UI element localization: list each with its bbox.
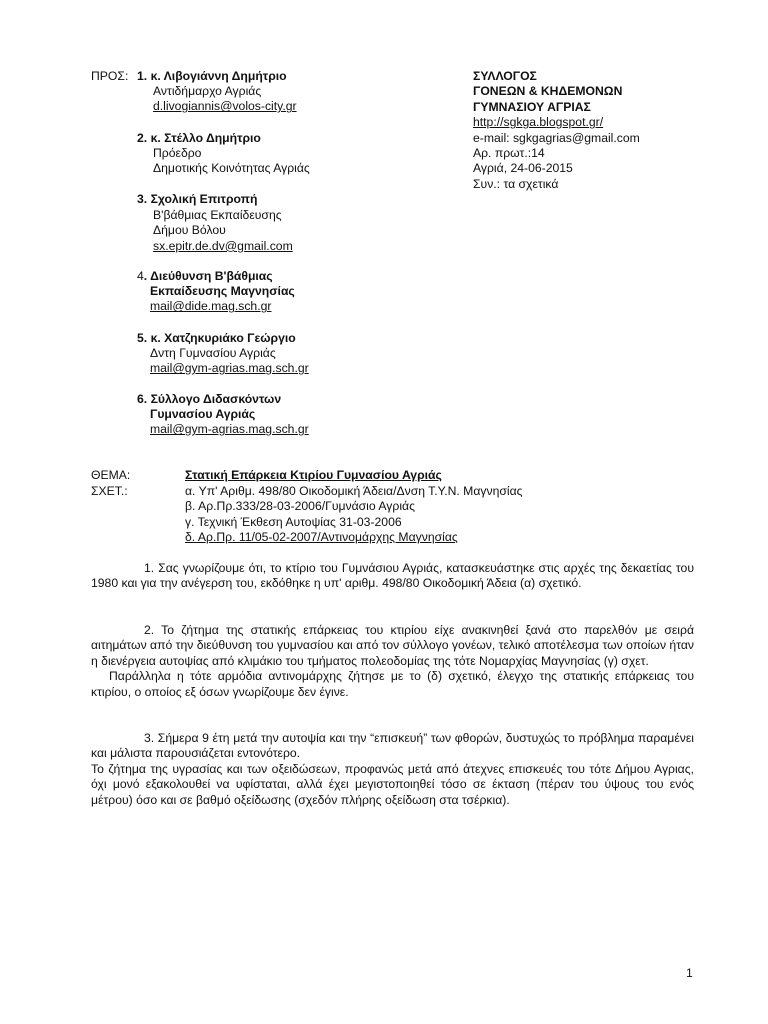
sender-title: ΓΟΝΕΩΝ & ΚΗΔΕΜΟΝΩΝ bbox=[473, 84, 623, 99]
reference-item: α. Υπ' Αριθμ. 498/80 Οικοδομική Άδεια/Δνση Τ.Υ.Ν. Μαγνησίας bbox=[185, 484, 523, 498]
recipient-email-link[interactable]: mail@gym-agrias.mag.sch.gr bbox=[150, 361, 309, 376]
recipient-1-details bbox=[153, 84, 297, 115]
recipient-number: 5. bbox=[137, 331, 151, 345]
recipient-2-details bbox=[153, 146, 310, 177]
paragraph-3 bbox=[91, 731, 694, 808]
recipient-6 bbox=[137, 392, 281, 407]
protocol-number: Αρ. πρωτ.:14 bbox=[473, 146, 545, 161]
recipient-name: Γυμνασίου Αγριάς bbox=[150, 407, 256, 421]
recipient-name: Εκπαίδευσης Μαγνησίας bbox=[150, 284, 295, 298]
sender-email: e-mail: sgkgagrias@gmail.com bbox=[473, 130, 640, 145]
recipient-number: 4 bbox=[137, 269, 144, 283]
to-label: ΠΡΟΣ: bbox=[91, 69, 129, 83]
recipient-role: Δημοτικής Κοινότητας Αγριάς bbox=[153, 161, 310, 176]
paragraph-text: 3. Σήμερα 9 έτη μετά την αυτοψία και την “επισκευή” των φθορών, δυστυχώς το πρόβλημα παραμένει και μάλιστα παρουσιάζεται εντονότερο. bbox=[91, 731, 694, 761]
recipient-name: . Διεύθυνση Β'βάθμιας bbox=[143, 269, 273, 283]
recipient-number: 1. bbox=[137, 69, 151, 83]
paragraph-text: 1. Σας γνωρίζουμε ότι, το κτίριο του Γυμνάσιου Αγριάς, κατασκευάστηκε στις αρχές της δεκαετίας του 1980 και για την ανέγερση του, εκδόθηκε η υπ' αριθμ. 498/80 Οικοδομική Άδεια (α) σχετικό. bbox=[91, 561, 694, 591]
recipient-role: Αντιδήμαρχο Αγριάς bbox=[153, 84, 262, 98]
recipient-5 bbox=[137, 331, 296, 346]
paragraph-text: 2. Το ζήτημα της στατικής επάρκειας του κτιρίου είχε ανακινηθεί ξανά στο παρελθόν με σειρά αιτημάτων από την διεύθυνση του γυμνασίου και από τον σύλλογο γονέων, τελικό αποτέλεσμα των οποίων ήταν η διενέργεια αυτοψίας από κλιμάκιο του τμήματος πολεοδομίας της τότε Νομαρχίας Μαγνησίας (γ) σχετ. bbox=[91, 623, 694, 668]
sender-title: ΣΥΛΛΟΓΟΣ bbox=[473, 69, 537, 83]
reference-item: β. Αρ.Πρ.333/28-03-2006/Γυμνάσιο Αγριάς bbox=[185, 499, 415, 514]
recipient-role: Πρόεδρο bbox=[153, 146, 202, 160]
paragraph-text: Το ζήτημα της υγρασίας και των οξειδώσεων, προφανώς μετά από άτεχνες επισκευές του τότε Δήμου Αγριας, όχι μονό εξακολουθεί να υφίσταται, αλλά έχει μεγιστοποιηθεί τόσο σε έκταση (πέραν του ύψους του ενός μέτρου) όσο και σε βαθμό οξείδωσης (σχεδόν πλήρης οξείδωση στα τσέρκια). bbox=[91, 761, 694, 807]
reference-item: γ. Τεχνική Έκθεση Αυτοψίας 31-03-2006 bbox=[185, 514, 402, 529]
recipient-name: κ. Στέλλο Δημήτριο bbox=[150, 131, 261, 145]
sender-title: ΓΥΜΝΑΣΙΟΥ ΑΓΡΙΑΣ bbox=[473, 99, 591, 114]
subject-text: Στατική Επάρκεια Κτιρίου Γυμνασίου Αγριάς bbox=[185, 468, 442, 482]
recipient-6-details bbox=[150, 407, 309, 438]
recipient-number: 3. bbox=[137, 192, 151, 206]
recipient-4 bbox=[137, 269, 273, 284]
recipient-email-link[interactable]: sx.epitr.de.dv@gmail.com bbox=[153, 238, 293, 253]
recipient-email-link[interactable]: mail@gym-agrias.mag.sch.gr bbox=[150, 422, 309, 437]
recipient-5-details bbox=[150, 346, 309, 377]
recipient-email-link[interactable]: mail@dide.mag.sch.gr bbox=[150, 299, 272, 314]
recipient-2 bbox=[137, 131, 261, 146]
recipient-name: κ. Χατζηκυριάκο Γεώργιο bbox=[150, 331, 296, 345]
recipient-name: κ. Λιβογιάννη Δημήτριο bbox=[150, 69, 287, 83]
sender-block bbox=[473, 69, 640, 192]
recipient-1 bbox=[137, 69, 287, 84]
recipient-3 bbox=[137, 192, 257, 207]
recipient-name: Σχολική Επιτροπή bbox=[150, 192, 258, 206]
recipient-role: Β'βάθμιας Εκπαίδευσης bbox=[153, 208, 282, 222]
recipient-4-details bbox=[150, 284, 295, 315]
recipient-number: 2. bbox=[137, 131, 151, 145]
attachments-note: Συν.: τα σχετικά bbox=[473, 176, 559, 191]
recipient-role: Δντη Γυμνασίου Αγριάς bbox=[150, 346, 276, 360]
page-number: 1 bbox=[686, 966, 693, 980]
paragraph-1 bbox=[91, 561, 694, 592]
letter-date: Αγριά, 24-06-2015 bbox=[473, 161, 573, 176]
references-list bbox=[185, 484, 523, 546]
recipient-3-details bbox=[153, 208, 293, 254]
reference-item: δ. Αρ.Πρ. 11/05-02-2007/Αντινομάρχης Μαγνησίας bbox=[185, 530, 458, 545]
recipient-role: Δήμου Βόλου bbox=[153, 223, 226, 238]
recipient-number: 6. bbox=[137, 392, 151, 406]
sender-blog-link[interactable]: http://sgkga.blogspot.gr/ bbox=[473, 115, 604, 130]
recipient-email-link[interactable]: d.livogiannis@volos-city.gr bbox=[153, 99, 297, 114]
paragraph-text: Παράλληλα η τότε αρμόδια αντινομάρχης ζήτησε με το (δ) σχετικό, έλεγχο της στατικής επάρκειας του κτιρίου, ο οποίος εξ όσων γνωρίζουμε δεν έγινε. bbox=[91, 669, 694, 699]
subject-label: ΘΕΜΑ: bbox=[91, 468, 131, 482]
references-label: ΣΧΕΤ.: bbox=[91, 484, 128, 498]
recipient-name: Σύλλογο Διδασκόντων bbox=[150, 392, 282, 406]
paragraph-2 bbox=[91, 623, 694, 700]
